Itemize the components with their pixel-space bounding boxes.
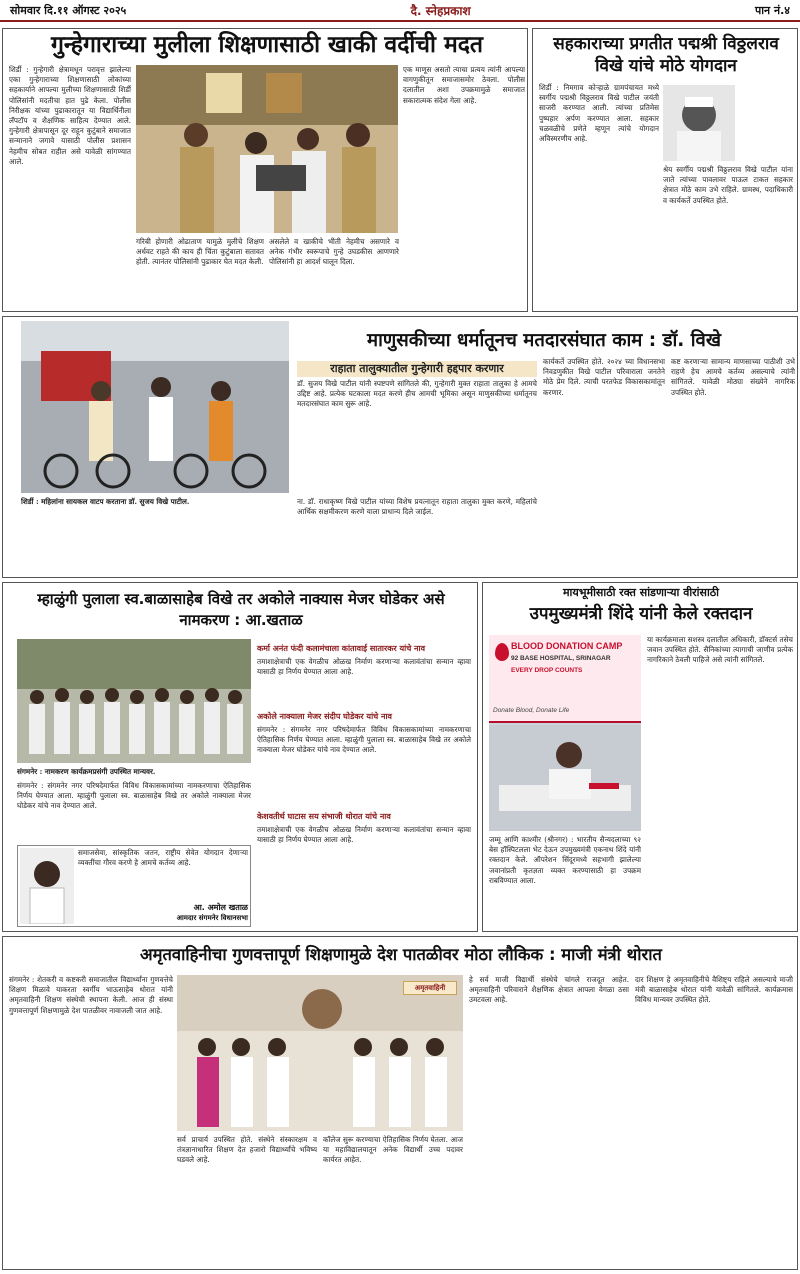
story-police-help-headline: गुन्हेगाराच्या मुलीला शिक्षणासाठी खाकी वर्दीची मदत	[50, 32, 484, 58]
story-naming-col2: तमाशाक्षेत्राची एक वेगळीच ओळख निर्माण करणाऱ्या कलावंतांचा सन्मान व्हावा यासाठी हा निर्णय घेण्यात आला आहे.	[257, 657, 471, 677]
police-help-photo	[136, 65, 398, 233]
amrutvahini-photo	[177, 975, 463, 1131]
story-naming-col4: तमाशाक्षेत्राची एक वेगळीच ओळख निर्माण करणाऱ्या कलावंतांचा सन्मान व्हावा यासाठी हा निर्णय घेण्यात आला आहे.	[257, 825, 471, 845]
cycle-distribution-photo	[21, 321, 289, 493]
blood-camp-photo	[489, 635, 641, 831]
blood-camp-banner	[489, 635, 641, 723]
story-dr-vikhe-col4: कष्ट करणाऱ्या सामान्य माणसाच्या पाठीशी उभे राहणे हेच आमचे कर्तव्य असल्याचे त्यांनी सांगितले. यावेळी मोठ्या संख्येने नागरिक उपस्थित होते.	[671, 357, 795, 397]
story-amrutvahini-col2: सर्व प्राचार्य उपस्थित होते. संस्थेने संस्कारक्षम व तंत्रज्ञानाधारित शिक्षण देत हजारो विद्यार्थ्यांचे भविष्य घडवले आहे.	[177, 1135, 317, 1165]
story-naming-col3: संगमनेर : संगमनेर नगर परिषदेमार्फत विविध विकासकामांच्या नामकरणाचा ऐतिहासिक निर्णय घेण्यात आला. म्हाळुंगी पुलाला स्व. बाळासाहेब विखे तर अकोले नाक्याला मेजर घोडेकर यांचे नाव देण्यात आले.	[257, 725, 471, 755]
banner-footer: Donate Blood, Donate Life	[493, 707, 570, 714]
paper-name: दै. स्नेहप्रकाश	[410, 3, 471, 18]
story-dr-vikhe-col1: डॉ. सुजय विखे पाटील यांनी स्पष्टपणे सांगितले की, गुन्हेगारी मुक्त राहाता तालुका हे आमचे उद्दिष्ट आहे. प्रत्येक घटकाला मदत करणे हीच आमची भूमिका असून माणुसकीच्या धर्मातूनच मतदारसंघात काम सुरू आहे.	[297, 379, 537, 409]
vikhe-portrait	[663, 85, 735, 161]
story-vikhe-tribute-col2: श्रेय स्वर्गीय पद्मश्री विठ्ठलराव विखे पाटील यांना जाते त्यांच्या पावलावर पाऊल टाकत सहकार क्षेत्रात मोठे काम उभे राहिले. ग्रामस्थ, पदाधिकारी व कार्यकर्ते उपस्थित होते.	[663, 165, 793, 205]
page-number: पान नं.४	[754, 3, 790, 17]
story-blood-donation-kicker: मायभूमीसाठी रक्त सांडणाऱ्या वीरांसाठी	[562, 586, 720, 599]
naming-bullet-2: अकोले नाक्याला मेजर संदीप घोडेकर यांचे नाव	[257, 712, 392, 721]
banner-subtitle: 92 BASE HOSPITAL, SRINAGAR	[511, 655, 611, 662]
story-amrutvahini-col1: संगमनेर : शेतकरी व कष्टकरी समाजातील विद्यार्थ्यांना गुणवत्तेचे शिक्षण मिळावे याकरता स्वर्गीय भाऊसाहेब थोरात यांनी अमृतवाहिनी शिक्षण संस्थेची स्थापना केली. आज ही संस्था गुणवत्तापूर्ण शिक्षणामुळे देश पातळीवर नावाजली जात आहे.	[9, 975, 173, 1015]
story-blood-donation-col1: जम्मू आणि काश्मीर (श्रीनगर) : भारतीय सैन्यदलाच्या ९२ बेस हॉस्पिटलला भेट देऊन उपमुख्यमंत्री एकनाथ शिंदे यांनी रक्तदान केले. ऑपरेशन सिंदूरमध्ये सहभागी झालेल्या जवानांप्रती कृतज्ञता व्यक्त करण्यासाठी हा उपक्रम राबविण्यात आला.	[489, 835, 641, 885]
story-naming	[2, 582, 478, 932]
story-amrutvahini-headline: अमृतवाहिनीचा गुणवत्तापूर्ण शिक्षणामुळे देश पातळीवर मोठा लौकिक : माजी मंत्री थोरात	[140, 945, 662, 964]
masthead	[0, 0, 800, 22]
banner-title: BLOOD DONATION CAMP	[511, 641, 623, 651]
blood-drop-icon	[495, 643, 509, 661]
story-dr-vikhe-col2: ना. डॉ. राधाकृष्ण विखे पाटील यांच्या विशेष प्रयत्नातून राहाता तालुका मुक्त करणे, महिलांचे आर्थिक सक्षमीकरण करणे याला प्राधान्य दिले जाईल.	[297, 497, 537, 517]
story-vikhe-tribute	[532, 28, 798, 312]
mla-quote-box	[17, 845, 251, 927]
story-dr-vikhe-headline: माणुसकीच्या धर्मातूनच मतदारसंघात काम : डॉ. विखे	[367, 330, 721, 351]
mla-signature-name: आ. अमोल खताळ	[193, 903, 248, 912]
story-amrutvahini	[2, 936, 798, 1270]
story-dr-vikhe-col3: कार्यकर्ते उपस्थित होते. २०२४ च्या विधानसभा निवडणुकीत विखे पाटील परिवाराला जनतेने मोठे प्रेम दिले. त्याची परतफेड विकासकामांतून करणार.	[543, 357, 665, 397]
mla-photo	[20, 848, 74, 924]
story-police-help-col1: शिर्डी : गुन्हेगारी क्षेत्रामधून परावृत्त झालेल्या एका गुन्हेगाराच्या शिक्षणासाठी लोकांच्या सहकार्याने आपल्या मुलीच्या शिक्षणासाठी शिर्डी पोलिसांनी मदतीचा हात पुढे केला. पोलीस निरीक्षक यांच्या पुढाकारातून या विद्यार्थिनीला लॅपटॉप व शैक्षणिक साहित्य देण्यात आले. गुन्हेगारी क्षेत्रापासून दूर राहून कुटुंबाने समाजात सन्मानाने जगावे यासाठी पोलीस प्रशासन नेहमीच सोबत राहील असे यावेळी सांगण्यात आले.	[9, 65, 131, 166]
story-naming-caption: संगमनेर : नामकरण कार्यक्रमप्रसंगी उपस्थित मान्यवर.	[17, 767, 156, 776]
mla-signature-title: आमदार संगमनेर विधानसभा	[176, 914, 248, 922]
story-amrutvahini-col5: दार शिक्षण हे अमृतवाहिनीचे वैशिष्ट्य राहिले असल्याचे माजी मंत्री बाळासाहेब थोरात यांनी यावेळी सांगितले. कार्यक्रमास विविध मान्यवर उपस्थित होते.	[635, 975, 793, 1005]
story-blood-donation-headline: उपमुख्यमंत्री शिंदे यांनी केले रक्तदान	[529, 604, 753, 624]
story-dr-vikhe-subhead: राहाता तालुक्यातील गुन्हेगारी हद्दपार करणार	[297, 361, 537, 377]
issue-date: सोमवार दि.११ ऑगस्ट २०२५	[10, 3, 127, 17]
story-naming-headline: म्हाळुंगी पुलाला स्व.बाळासाहेब विखे तर अकोले नाक्यास मेजर घोडेकर असे नामकरण : आ.खताळ	[37, 590, 445, 629]
naming-bullet-1: कर्मा अनंत फंदी कलामंचाला कांतावाई सातारकर यांचे नाव	[257, 644, 426, 653]
story-police-help-col3: असलेले व खाकीचे भीती नेहमीच असणारे व अनेक गंभीर स्वरूपाचे गुन्हे उघडकीस आणणारे पोलिसांनी हा आदर्श घालून दिला.	[269, 237, 399, 267]
story-blood-donation	[482, 582, 798, 932]
story-naming-col1: संगमनेर : संगमनेर नगर परिषदेमार्फत विविध विकासकामांच्या नामकरणाचा ऐतिहासिक निर्णय घेण्यात आला. म्हाळुंगी पुलाला स्व. बाळासाहेब विखे तर अकोले नाक्याला मेजर घोडेकर यांचे नाव देण्यात आले.	[17, 781, 251, 811]
amrutvahini-badge: अमृतवाहिनी	[403, 981, 457, 995]
story-blood-donation-col2: या कार्यक्रमाला सशस्त्र दलातील अधिकारी, डॉक्टर्स तसेच जवान उपस्थित होते. सैनिकांच्या त्यागाची जाणीव प्रत्येक नागरिकाने ठेवली पाहिजे असे त्यांनी सांगितले.	[647, 635, 793, 665]
story-police-help-col4: एक माणूस असतो त्याचा प्रत्यय त्यांनी आपल्या वागणुकीतून समाजासमोर ठेवला. पोलीस दलातील अशा उपक्रमामुळे समाजात सकारात्मक संदेश गेला आहे.	[403, 65, 525, 105]
naming-bullet-3: केशवतीर्थ घाटास सय संभाजी थोरात यांचे नाव	[257, 812, 391, 821]
banner-tagline: EVERY DROP COUNTS	[511, 667, 583, 674]
story-amrutvahini-col4: हे सर्व माजी विद्यार्थी संस्थेचे चांगले राजदूत आहेत. अमृतवाहिनी परिवाराने शैक्षणिक क्षेत्रात आपला वेगळा ठसा उमटवला आहे.	[469, 975, 629, 1005]
story-vikhe-tribute-headline: सहकाराच्या प्रगतीत पद्मश्री विठ्ठलराव विखे यांचे मोठे योगदान	[553, 34, 779, 76]
story-dr-vikhe-caption: शिर्डी : महिलांना सायकल वाटप करताना डॉ. सुजय विखे पाटील.	[21, 497, 190, 506]
story-police-help-col2: गरिबी होणारी ओढाताण यामुळे मुलीचे शिक्षण अर्धवट राहते की काय ही चिंता कुटुंबाला सतावत होती. त्यानंतर पोलिसांनी पुढाकार घेत मदत केली.	[136, 237, 264, 267]
story-vikhe-tribute-col1: शिर्डी : निमगाव कोऱ्हाळे ग्रामपंचायत मध्ये स्वर्गीय पद्मश्री विठ्ठलराव विखे पाटील जयंती साजरी करण्यात आली. त्यांच्या प्रतिमेस पुष्पहार अर्पण करण्यात आला. सहकार चळवळीचे प्रणेते म्हणून त्यांचे योगदान अविस्मरणीय आहे.	[539, 83, 659, 144]
story-dr-vikhe	[2, 316, 798, 578]
story-amrutvahini-col3: कॉलेज सुरू करण्याचा ऐतिहासिक निर्णय घेतला. आज या महाविद्यालयातून अनेक विद्यार्थी उच्च पदावर कार्यरत आहेत.	[323, 1135, 463, 1165]
naming-event-photo	[17, 639, 251, 763]
story-police-help	[2, 28, 528, 312]
mla-quote: समाजसेवा, सांस्कृतिक जतन, राष्ट्रीय सेवेत योगदान देणाऱ्या व्यक्तींचा गौरव करणे हे आमचे कर्तव्य आहे.	[78, 848, 248, 868]
